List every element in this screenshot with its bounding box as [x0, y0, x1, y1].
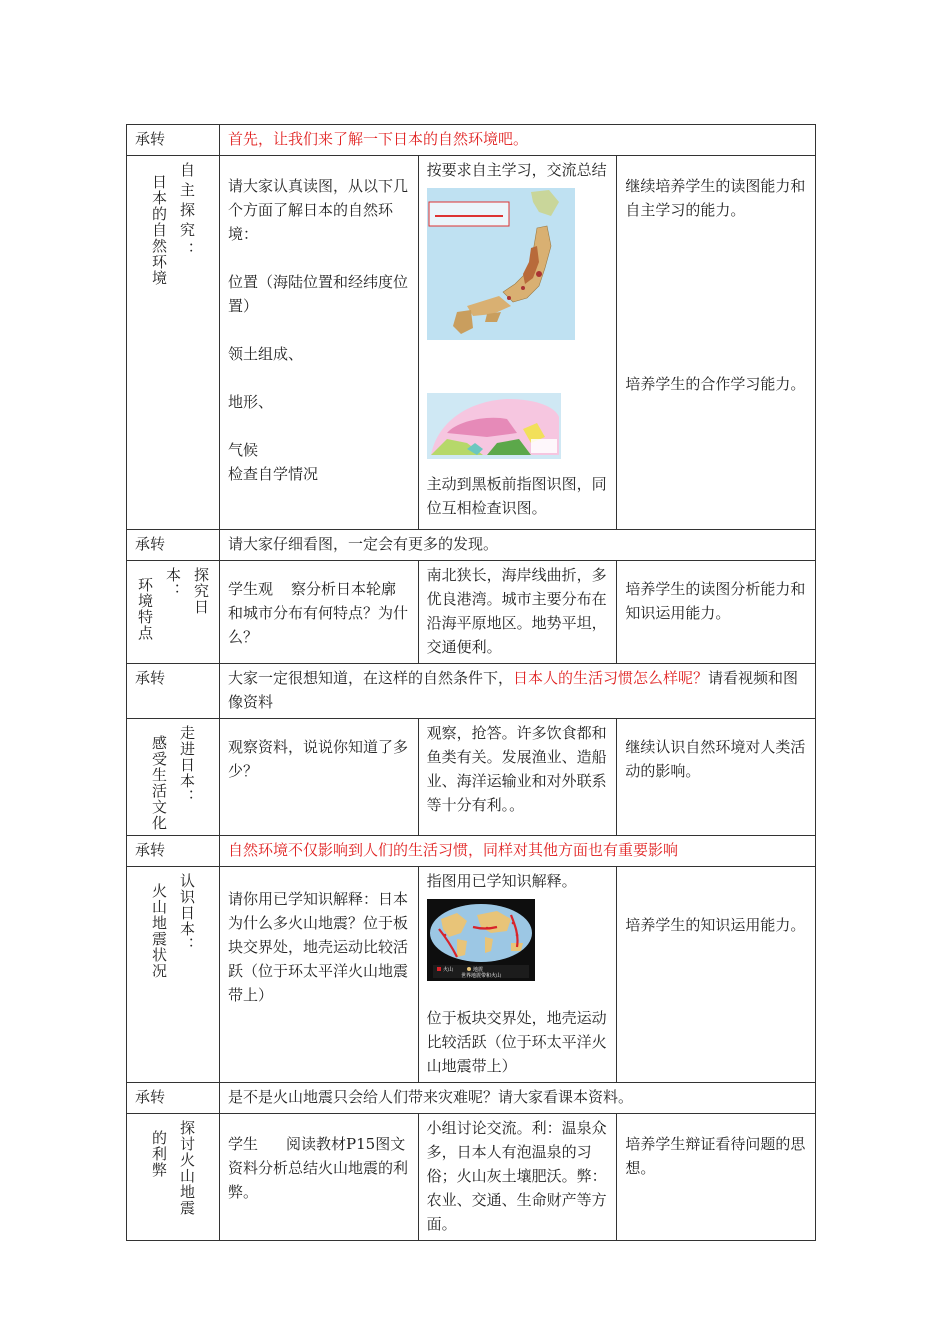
section-title-cell: [127, 867, 220, 1083]
teacher-text: 请你用已学知识解释：日本为什么多火山地震？位于板块交界处，地壳运动比较活跃（位于环太平洋火山地震带上）: [228, 890, 409, 1004]
student-activity: [418, 867, 617, 1083]
section-title-cell: [127, 156, 220, 530]
section-pros-cons: [127, 1114, 816, 1241]
teacher-line-0: 请大家认真读图，从以下几个方面了解日本的自然环境：: [228, 177, 409, 243]
goal-text: 培养学生辩证看待问题的思想。: [625, 1135, 806, 1177]
design-intent: [617, 719, 816, 836]
transition-row-2: [127, 530, 816, 561]
design-intent: [617, 156, 816, 530]
goal-line-0: 继续培养学生的读图能力和自主学习的能力。: [625, 177, 806, 219]
stage-cell: 承转: [127, 664, 220, 719]
teacher-text: 阅读教材P15图文资料分析总结火山地震的利弊。: [228, 1135, 409, 1201]
section-title-right: 自主探究：: [178, 162, 196, 262]
section-title-cell: [127, 561, 220, 664]
teacher-prefix: 学生: [228, 1135, 259, 1153]
map-caption: 世界地震带和火山: [460, 973, 501, 979]
section-title-right: 认识日本：: [178, 873, 196, 953]
section-title-cell: [127, 719, 220, 836]
stage-cell: 承转: [127, 125, 220, 156]
design-intent: [617, 561, 816, 664]
section-title-right: 探讨火山地震: [178, 1120, 196, 1216]
teacher-activity: [220, 1114, 419, 1241]
student-intro: 指图用已学知识解释。: [426, 872, 577, 890]
section-natural-environment: [127, 156, 816, 530]
design-intent: [617, 1114, 816, 1241]
section-volcano-earthquake: [127, 867, 816, 1083]
goal-text: 继续认识自然环境对人类活动的影响。: [625, 738, 806, 780]
transition-row-3: [127, 664, 816, 719]
stage-cell: 承转: [127, 1083, 220, 1114]
legend-earthquake: 地震: [472, 967, 483, 973]
legend-volcano: 火山: [442, 967, 453, 973]
teacher-activity: [220, 156, 419, 530]
teacher-line-1: 位置（海陆位置和经纬度位置）: [228, 273, 409, 315]
teacher-prefix: 学生观: [228, 580, 274, 598]
transition-text: [220, 664, 816, 719]
transition-text: 自然环境不仅影响到人们的生活习惯，同样对其他方面也有重要影响: [220, 836, 816, 867]
student-activity: 南北狭长，海岸线曲折，多优良港湾。城市主要分布在沿海平原地区。地势平坦，交通便利。: [418, 561, 617, 664]
section-title-right: 探究日: [192, 567, 210, 615]
teacher-text: 观察资料，说说你知道了多少？: [228, 738, 409, 780]
section-title-cell: [127, 1114, 220, 1241]
transition-text: 首先，让我们来了解一下日本的自然环境吧。: [220, 125, 816, 156]
transition-row-4: [127, 836, 816, 867]
section-title-left: 的利弊: [150, 1130, 168, 1178]
transition-text: 是不是火山地震只会给人们带来灾难呢？请大家看课本资料。: [220, 1083, 816, 1114]
student-intro: 按要求自主学习，交流总结: [426, 161, 607, 179]
transition-text: 请大家仔细看图，一定会有更多的发现。: [220, 530, 816, 561]
student-activity: 小组讨论交流。利：温泉众多，日本人有泡温泉的习俗；火山灰土壤肥沃。弊：农业、交通、生命财产等方面。: [418, 1114, 617, 1241]
transition-text-a: 大家一定很想知道，在这样的自然条件下，: [228, 669, 514, 687]
world-volcano-map-image: [427, 899, 609, 988]
section-title-left: 感受生活文化: [150, 735, 168, 831]
teacher-line-3: 地形、: [228, 393, 274, 411]
student-after: 位于板块交界处，地壳运动比较活跃（位于环太平洋火山地震带上）: [426, 1009, 607, 1075]
section-title-mid: 本：: [164, 567, 182, 599]
goal-text: 培养学生的读图分析能力和知识运用能力。: [625, 580, 806, 622]
section-title-right: 走进日本：: [178, 725, 196, 805]
asia-climate-map-image: [427, 393, 609, 466]
section-environment-features: [127, 561, 816, 664]
transition-text-highlight: 日本人的生活习惯怎么样呢？: [513, 669, 709, 687]
section-title-left: 日本的自然环境: [150, 174, 168, 286]
teacher-activity: [220, 867, 419, 1083]
teacher-line-4: 气候: [228, 441, 259, 459]
teacher-line-2: 领土组成、: [228, 345, 304, 363]
teacher-text: 察分析日本轮廓和城市分布有何特点？为什么？: [228, 580, 409, 646]
section-title-left: 环境特点: [136, 577, 154, 641]
teacher-activity: [220, 719, 419, 836]
student-activity: 观察，抢答。许多饮食都和鱼类有关。发展渔业、造船业、海洋运输业和对外联系等十分有利。。: [418, 719, 617, 836]
transition-text-b: 请看视频和图像资料: [228, 669, 799, 711]
goal-text: 培养学生的知识运用能力。: [625, 916, 806, 934]
teacher-line-5: 检查自学情况: [228, 465, 319, 483]
stage-cell: 承转: [127, 836, 220, 867]
section-life-culture: [127, 719, 816, 836]
section-title-left: 火山地震状况: [150, 883, 168, 979]
transition-row-5: [127, 1083, 816, 1114]
japan-map-image: [427, 188, 609, 347]
teacher-activity: [220, 561, 419, 664]
student-after: 主动到黑板前指图识图，同位互相检查识图。: [426, 475, 607, 517]
stage-cell: 承转: [127, 530, 220, 561]
design-intent: [617, 867, 816, 1083]
student-activity: [418, 156, 617, 530]
goal-line-1: 培养学生的合作学习能力。: [625, 375, 806, 393]
transition-row-1: [127, 125, 816, 156]
lesson-plan-table: [126, 124, 816, 1241]
